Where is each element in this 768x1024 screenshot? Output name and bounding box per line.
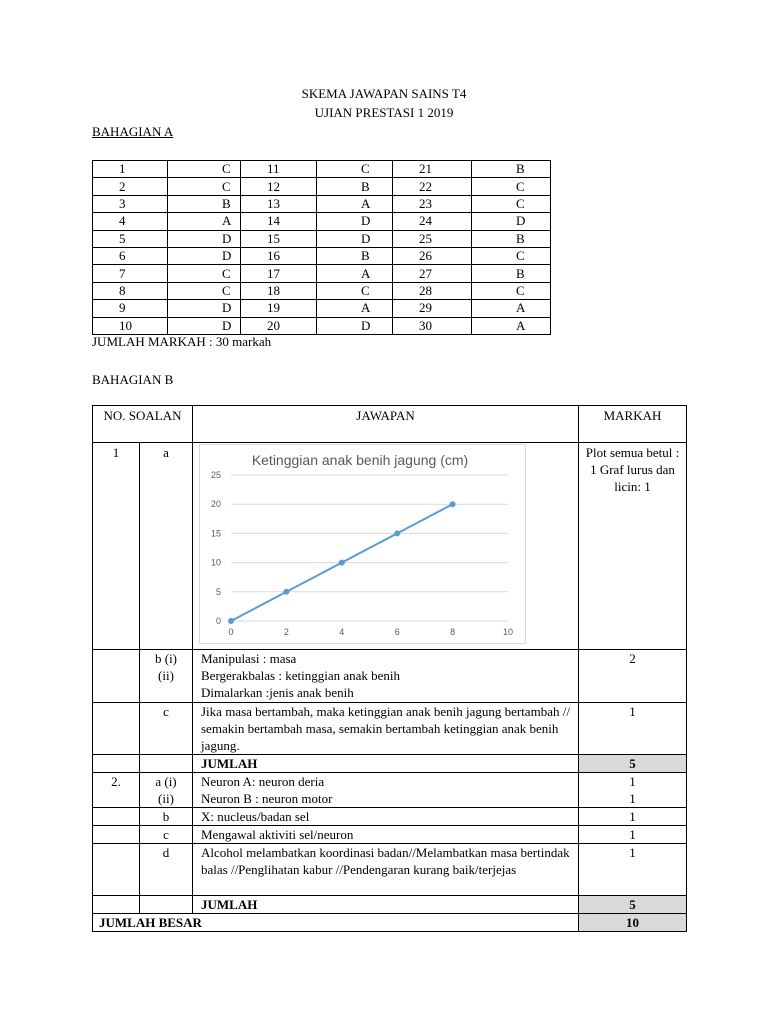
answer-letter: D [317, 213, 393, 230]
q1-c-label: c [140, 703, 193, 755]
part-a-total: JUMLAH MARKAH : 30 markah [92, 334, 272, 349]
data-point [339, 560, 345, 566]
question-number: 6 [93, 247, 168, 264]
q1-c-number-cell [93, 703, 140, 755]
question-number: 8 [93, 282, 168, 299]
q1-a-label: a [140, 443, 193, 650]
y-tick-label: 0 [215, 616, 221, 626]
table-row [93, 443, 687, 650]
y-tick-label: 5 [215, 586, 221, 597]
answer-letter: C [472, 247, 551, 264]
x-tick-label: 10 [502, 627, 514, 637]
question-number: 24 [393, 213, 472, 230]
answer-letter: B [317, 178, 393, 195]
q1-b-line: Bergerakbalas : ketinggian anak benih [201, 668, 401, 683]
q2-total-number-cell [93, 896, 140, 914]
q1-jumlah-value: 5 [579, 755, 687, 773]
q2-b-label: b [140, 808, 193, 826]
answer-letter: B [472, 230, 551, 247]
answer-letter: C [168, 265, 241, 282]
x-tick-label: 6 [394, 627, 400, 637]
question-number: 5 [93, 230, 168, 247]
q2-a-label-i: a (i) [155, 774, 177, 789]
line-chart [199, 444, 526, 644]
answer-letter: A [168, 213, 241, 230]
x-tick-label: 4 [339, 627, 345, 637]
answer-letter: D [317, 230, 393, 247]
table-row [93, 161, 551, 178]
table-row [93, 703, 687, 755]
question-number: 12 [241, 178, 317, 195]
q1-b-line: Manipulasi : masa [201, 651, 297, 666]
answer-letter: A [317, 195, 393, 212]
q2-b-markah: 1 [579, 808, 687, 826]
q2-b-answer: X: nucleus/badan sel [193, 808, 579, 826]
header-markah: MARKAH [579, 406, 687, 443]
table-row [93, 247, 551, 264]
table-row [93, 650, 687, 703]
q2-c-label: c [140, 826, 193, 844]
question-number: 3 [93, 195, 168, 212]
q2-a-markah [579, 773, 687, 808]
y-tick-label: 15 [210, 528, 221, 539]
question-number: 30 [393, 317, 472, 334]
y-tick-label: 10 [210, 557, 221, 568]
question-number: 10 [93, 317, 168, 334]
question-number: 19 [241, 300, 317, 317]
answer-letter: A [317, 300, 393, 317]
question-number: 18 [241, 282, 317, 299]
answer-letter: A [317, 265, 393, 282]
part-a-answer-rows [93, 161, 551, 335]
question-number: 26 [393, 247, 472, 264]
answer-letter: C [472, 178, 551, 195]
q1-total-label-cell [140, 755, 193, 773]
table-row [93, 755, 687, 773]
x-tick-label: 8 [450, 627, 456, 637]
q2-a-line: Neuron A: neuron deria [201, 774, 325, 789]
table-row [93, 300, 551, 317]
q1-b-label [140, 650, 193, 703]
answer-letter: C [472, 282, 551, 299]
data-point [283, 589, 289, 595]
q1-total-number-cell [93, 755, 140, 773]
page-subtitle: UJIAN PRESTASI 1 2019 [314, 105, 454, 120]
question-number: 29 [393, 300, 472, 317]
data-point [450, 501, 456, 507]
q1-jumlah-label: JUMLAH [193, 755, 579, 773]
q1-b-answer [193, 650, 579, 703]
chart-title: Ketinggian anak benih jagung (cm) [251, 452, 469, 468]
x-tick-label: 2 [283, 627, 289, 637]
table-row [93, 213, 551, 230]
y-tick-label: 20 [210, 499, 221, 510]
answer-letter: A [472, 300, 551, 317]
answer-letter: D [317, 317, 393, 334]
part-a-title: BAHAGIAN A [92, 124, 174, 139]
table-row [93, 844, 687, 896]
question-number: 15 [241, 230, 317, 247]
jumlah-besar-label: JUMLAH BESAR [93, 914, 579, 932]
grand-total-row [93, 914, 687, 932]
y-tick-label: 25 [210, 470, 221, 480]
q2-a-label-ii: (ii) [158, 791, 174, 806]
q2-b-number-cell [93, 808, 140, 826]
answer-letter: D [168, 317, 241, 334]
question-number: 25 [393, 230, 472, 247]
answer-letter: B [472, 265, 551, 282]
question-number: 4 [93, 213, 168, 230]
q2-d-markah: 1 [579, 844, 687, 896]
header-no-soalan: NO. SOALAN [93, 406, 193, 443]
part-b-title: BAHAGIAN B [92, 372, 174, 387]
q2-a-line: Neuron B : neuron motor [201, 791, 333, 806]
question-number: 16 [241, 247, 317, 264]
q2-total-label-cell [140, 896, 193, 914]
question-number: 1 [93, 161, 168, 178]
answer-letter: D [472, 213, 551, 230]
answer-letter: C [168, 282, 241, 299]
x-tick-label: 0 [228, 627, 234, 637]
table-row [93, 230, 551, 247]
data-point [394, 530, 400, 536]
question-number: 7 [93, 265, 168, 282]
question-number: 13 [241, 195, 317, 212]
question-number: 28 [393, 282, 472, 299]
q1-b-line: Dimalarkan :jenis anak benih [201, 685, 354, 700]
part-b-answer-table [92, 405, 687, 932]
table-row [93, 773, 687, 808]
q2-jumlah-value: 5 [579, 896, 687, 914]
table-row [93, 265, 551, 282]
part-a-answer-table [92, 160, 551, 335]
q1-c-answer: Jika masa bertambah, maka ketinggian anak benih jagung bertambah // semakin bertambah masa, semakin bertambah ketinggian anak benih jagung. [193, 703, 579, 755]
question-number: 9 [93, 300, 168, 317]
table-row [93, 178, 551, 195]
question-number: 21 [393, 161, 472, 178]
q1-c-markah: 1 [579, 703, 687, 755]
answer-letter: C [317, 161, 393, 178]
q2-jumlah-label: JUMLAH [193, 896, 579, 914]
q1-b-label-ii: (ii) [158, 668, 174, 683]
answer-letter: C [168, 178, 241, 195]
q2-a-label [140, 773, 193, 808]
question-number: 14 [241, 213, 317, 230]
q2-d-number-cell [93, 844, 140, 896]
table-row [93, 195, 551, 212]
answer-letter: B [168, 195, 241, 212]
q2-d-answer: Alcohol melambatkan koordinasi badan//Melambatkan masa bertindak balas //Penglihatan kabur //Pendengaran kurang baik/terjejas [193, 844, 579, 896]
answer-letter: D [168, 247, 241, 264]
answer-letter: A [472, 317, 551, 334]
question-number: 23 [393, 195, 472, 212]
question-number: 27 [393, 265, 472, 282]
question-number: 22 [393, 178, 472, 195]
question-number: 17 [241, 265, 317, 282]
q2-a-markah-ii: 1 [629, 791, 636, 806]
q2-number: 2. [93, 773, 140, 808]
question-number: 20 [241, 317, 317, 334]
table-row [93, 808, 687, 826]
answer-letter: B [317, 247, 393, 264]
table-row [93, 826, 687, 844]
q1-a-markah: Plot semua betul : 1 Graf lurus dan licin: 1 [579, 443, 687, 650]
q2-d-label: d [140, 844, 193, 896]
chart-plot [200, 445, 525, 643]
q1-a-answer-chart-cell [193, 443, 579, 650]
question-number: 11 [241, 161, 317, 178]
answer-letter: C [472, 195, 551, 212]
answer-letter: D [168, 300, 241, 317]
q2-c-answer: Mengawal aktiviti sel/neuron [193, 826, 579, 844]
question-number: 2 [93, 178, 168, 195]
q1-number: 1 [93, 443, 140, 650]
q1-b-number-cell [93, 650, 140, 703]
answer-letter: C [317, 282, 393, 299]
table-row [93, 896, 687, 914]
answer-letter: C [168, 161, 241, 178]
table-row [93, 282, 551, 299]
table-row [93, 317, 551, 334]
jumlah-besar-value: 10 [579, 914, 687, 932]
header-jawapan: JAWAPAN [193, 406, 579, 443]
q2-c-number-cell [93, 826, 140, 844]
q2-a-markah-i: 1 [629, 774, 636, 789]
data-point [228, 618, 234, 624]
answer-letter: D [168, 230, 241, 247]
page-title: SKEMA JAWAPAN SAINS T4 [301, 86, 467, 101]
q1-b-label-i: b (i) [154, 651, 178, 666]
answer-letter: B [472, 161, 551, 178]
table-header-row [93, 406, 687, 443]
q2-c-markah: 1 [579, 826, 687, 844]
q1-b-markah: 2 [579, 650, 687, 703]
q2-a-answer [193, 773, 579, 808]
